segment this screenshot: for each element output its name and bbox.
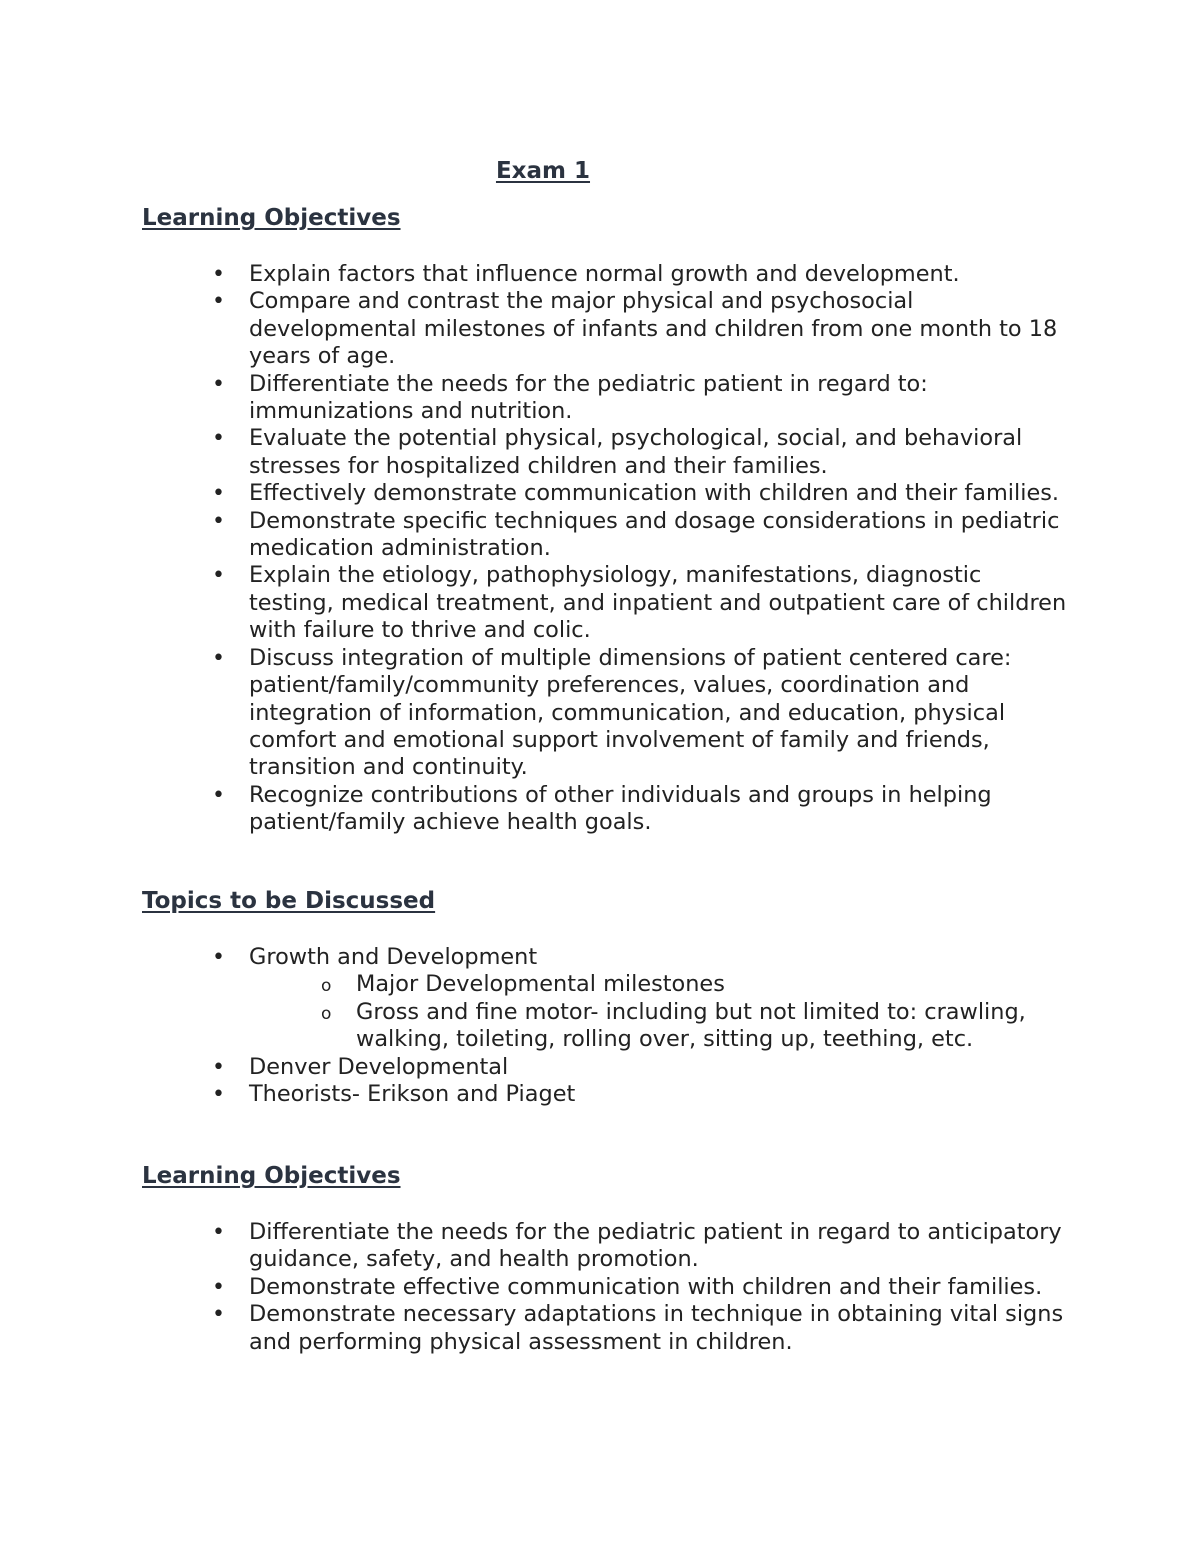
list-item: • Demonstrate effective communication with children and their families.	[212, 1273, 1043, 1300]
bullet-icon: •	[212, 1054, 225, 1080]
circle-bullet-icon: o	[321, 1003, 332, 1024]
list-item: • Discuss integration of multiple dimensions of patient centered care: patient/family/community preferences, values, coordination and integration of information, communication, and education, physical comfort and emotional support involvement of family and friends, transition and continuity.	[212, 644, 1012, 781]
list-item: • Demonstrate necessary adaptations in technique in obtaining vital signs and performing physical assessment in children.	[212, 1301, 1064, 1355]
objective-list	[142, 261, 1072, 837]
list-item: • Theorists- Erikson and Piaget	[212, 1081, 576, 1108]
topic-list	[142, 944, 1072, 1108]
bullet-icon: •	[212, 945, 225, 970]
bullet-icon: •	[212, 426, 225, 452]
bullet-icon: •	[212, 1082, 225, 1108]
bullet-icon: •	[212, 1220, 225, 1245]
list-item: • Effectively demonstrate communication with children and their families.	[212, 480, 1060, 507]
bullet-icon: •	[212, 563, 225, 589]
sub-topic-list	[249, 971, 1072, 1053]
bullet-icon: •	[212, 1302, 225, 1328]
sub-list-item: o Major Developmental milestones	[249, 971, 1072, 998]
list-item: • Recognize contributions of other individuals and groups in helping patient/family achieve health goals.	[212, 781, 992, 836]
bullet-icon: •	[212, 371, 225, 397]
bullet-icon: •	[212, 1274, 225, 1300]
topics-section	[142, 886, 1072, 1108]
learning-objectives-section-2	[142, 1161, 1072, 1356]
list-item: • Evaluate the potential physical, psychological, social, and behavioral stresses for hospitalized children and their families.	[212, 425, 1023, 479]
list-item: • Compare and contrast the major physical and psychosocial developmental milestones of infants and children from one month to 18 years of age.	[212, 288, 1058, 370]
bullet-icon: •	[212, 289, 225, 315]
objective-list	[142, 1219, 1072, 1356]
list-item: • Differentiate the needs for the pediatric patient in regard to: immunizations and nutrition.	[212, 370, 928, 425]
section-heading: Learning Objectives	[142, 1163, 401, 1189]
circle-bullet-icon: o	[321, 976, 332, 997]
section-heading: Learning Objectives	[142, 205, 401, 231]
bullet-icon: •	[212, 481, 225, 507]
list-item: • Denver Developmental	[212, 1053, 509, 1080]
list-item: • Growth and Development o Major Developmental milestones o Gross and fine motor- including but not limited to: crawling, walking, toileting, rolling over, sitting up, teething, etc.	[142, 944, 1072, 1054]
sub-list-item: o Gross and fine motor- including but not limited to: crawling, walking, toileting, rolling over, sitting up, teething, etc.	[321, 998, 1026, 1053]
bullet-icon: •	[212, 508, 225, 534]
bullet-icon: •	[212, 262, 225, 287]
list-item: • Explain factors that influence normal growth and development.	[212, 261, 960, 287]
section-heading: Topics to be Discussed	[142, 888, 436, 914]
list-item: • Explain the etiology, pathophysiology, manifestations, diagnostic testing, medical treatment, and inpatient and outpatient care of children with failure to thrive and colic.	[212, 562, 1067, 644]
list-item: • Demonstrate specific techniques and dosage considerations in pediatric medication administration.	[212, 507, 1060, 562]
list-item: • Differentiate the needs for the pediatric patient in regard to anticipatory guidance, safety, and health promotion.	[212, 1219, 1062, 1273]
bullet-icon: •	[212, 645, 225, 671]
bullet-icon: •	[212, 782, 225, 808]
learning-objectives-section-1	[142, 203, 1072, 837]
document-title: Exam 1	[495, 158, 591, 184]
